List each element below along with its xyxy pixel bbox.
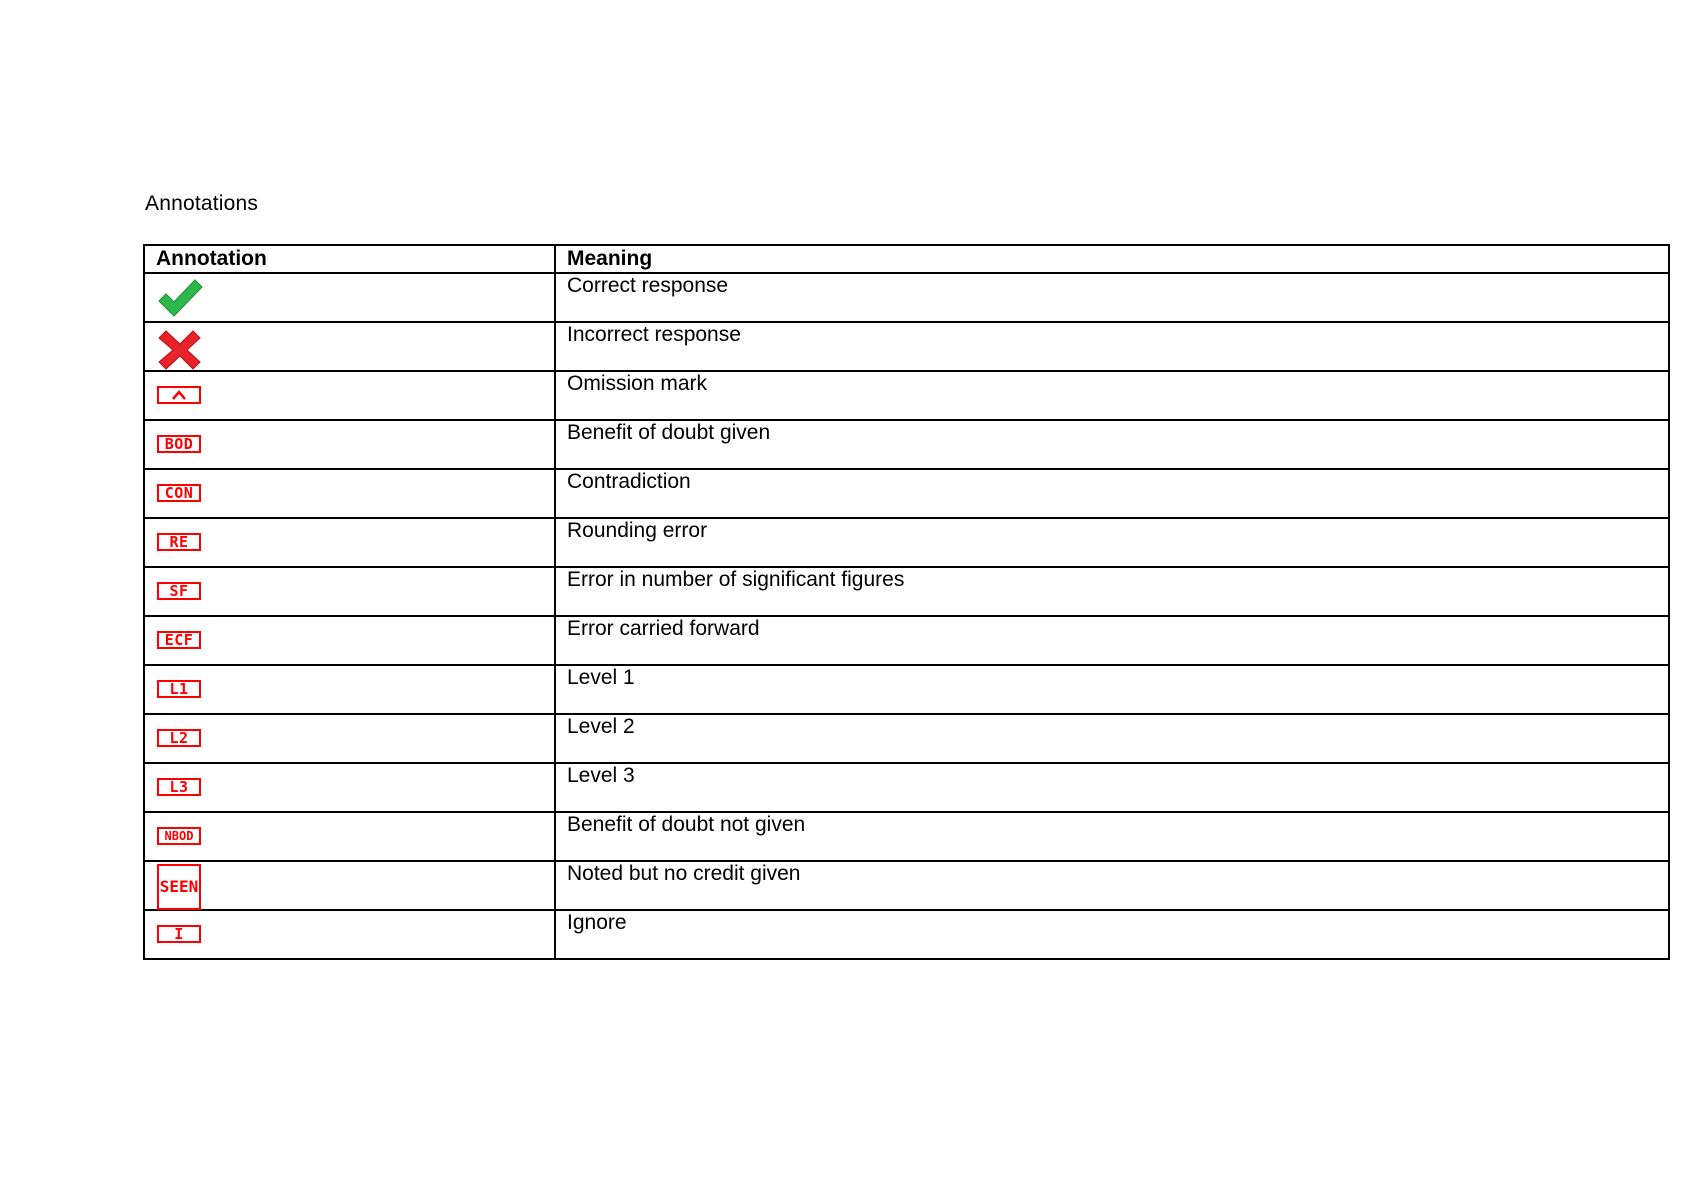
meaning-cell — [555, 665, 1669, 714]
meaning-text: Correct response — [567, 274, 729, 297]
meaning-cell — [555, 910, 1669, 959]
annotation-cell — [144, 763, 555, 812]
annotation-column-header: Annotation — [144, 245, 555, 273]
table-row — [144, 910, 1669, 959]
meaning-text: Benefit of doubt not given — [567, 813, 806, 836]
table-row — [144, 371, 1669, 420]
annotation-cell — [144, 567, 555, 616]
ignore-stamp-icon: I — [157, 925, 201, 943]
meaning-column-header: Meaning — [555, 245, 1669, 273]
meaning-cell — [555, 567, 1669, 616]
table-row — [144, 714, 1669, 763]
page-heading: Annotations — [145, 192, 259, 215]
meaning-cell — [555, 763, 1669, 812]
annotation-cell — [144, 665, 555, 714]
table-row — [144, 763, 1669, 812]
tick-icon — [157, 277, 203, 319]
meaning-text: Rounding error — [567, 519, 708, 542]
annotation-cell — [144, 714, 555, 763]
annotation-cell — [144, 812, 555, 861]
meaning-cell — [555, 371, 1669, 420]
meaning-text: Contradiction — [567, 470, 691, 493]
annotation-cell — [144, 861, 555, 910]
meaning-text: Ignore — [567, 911, 627, 934]
sf-stamp-icon: SF — [157, 582, 201, 600]
l1-stamp-icon: L1 — [157, 680, 201, 698]
seen-stamp-icon: SEEN — [157, 864, 201, 910]
nbod-stamp-icon: NBOD — [157, 827, 201, 845]
meaning-cell — [555, 273, 1669, 322]
annotation-cell — [144, 420, 555, 469]
meaning-text: Error in number of significant figures — [567, 568, 905, 591]
meaning-cell — [555, 518, 1669, 567]
meaning-cell — [555, 469, 1669, 518]
annotation-cell — [144, 910, 555, 959]
meaning-cell — [555, 714, 1669, 763]
table-row — [144, 616, 1669, 665]
meaning-text: Incorrect response — [567, 323, 741, 346]
meaning-text: Noted but no credit given — [567, 862, 801, 885]
annotation-cell — [144, 273, 555, 322]
annotation-cell — [144, 518, 555, 567]
l2-stamp-icon: L2 — [157, 729, 201, 747]
meaning-cell — [555, 861, 1669, 910]
re-stamp-icon: RE — [157, 533, 201, 551]
table-row — [144, 861, 1669, 910]
ecf-stamp-icon: ECF — [157, 631, 201, 649]
cross-icon — [157, 329, 203, 371]
l3-stamp-icon: L3 — [157, 778, 201, 796]
meaning-cell — [555, 812, 1669, 861]
meaning-cell — [555, 616, 1669, 665]
table-row — [144, 518, 1669, 567]
con-stamp-icon: CON — [157, 484, 201, 502]
meaning-text: Error carried forward — [567, 617, 760, 640]
meaning-text: Benefit of doubt given — [567, 421, 771, 444]
table-row — [144, 420, 1669, 469]
annotation-cell — [144, 322, 555, 371]
meaning-text: Level 3 — [567, 764, 635, 787]
meaning-text: Level 1 — [567, 666, 635, 689]
table-row — [144, 665, 1669, 714]
table-row — [144, 812, 1669, 861]
table-row — [144, 469, 1669, 518]
bod-stamp-icon: BOD — [157, 435, 201, 453]
annotations-table — [143, 244, 1670, 960]
annotation-cell — [144, 616, 555, 665]
table-row — [144, 273, 1669, 322]
meaning-cell — [555, 420, 1669, 469]
meaning-text: Level 2 — [567, 715, 635, 738]
omission-icon — [157, 386, 201, 404]
table-header-row — [144, 245, 1669, 273]
table-row — [144, 567, 1669, 616]
meaning-cell — [555, 322, 1669, 371]
meaning-text: Omission mark — [567, 372, 708, 395]
table-row — [144, 322, 1669, 371]
annotation-cell — [144, 469, 555, 518]
annotation-cell — [144, 371, 555, 420]
